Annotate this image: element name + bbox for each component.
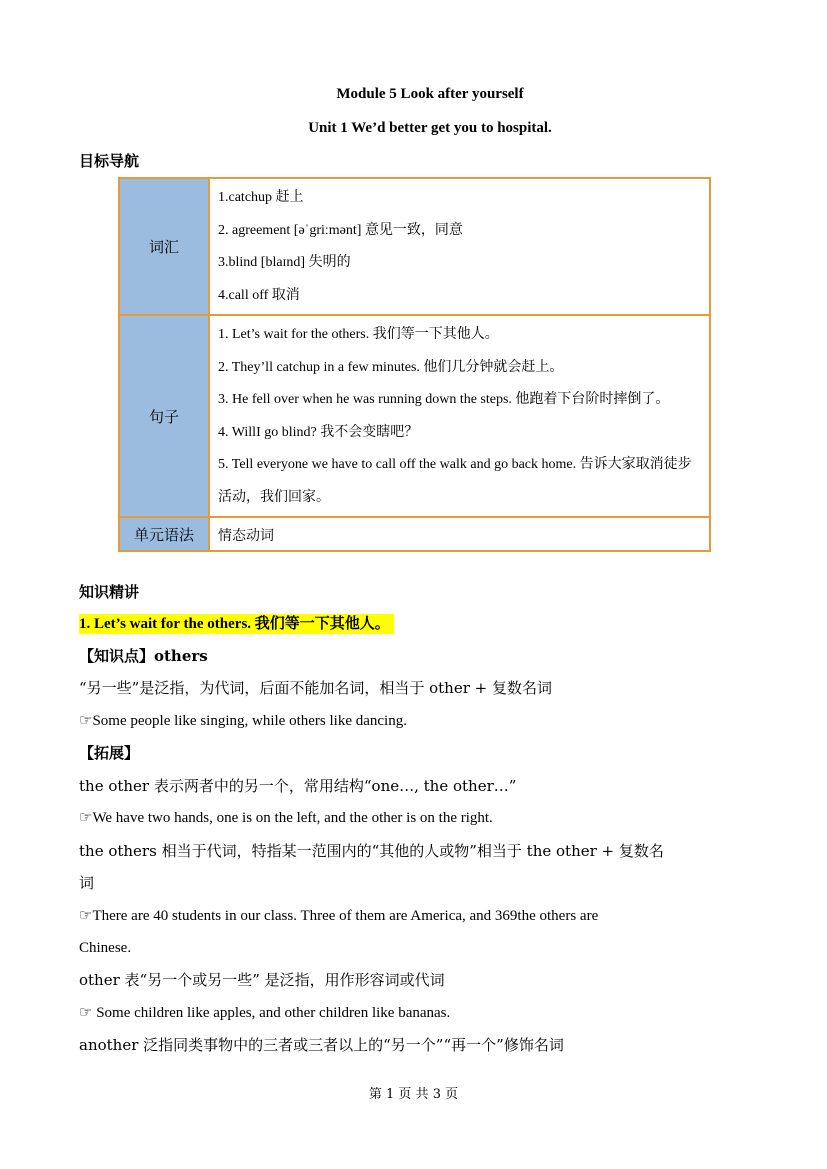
vocab-label: 词汇 (119, 178, 209, 315)
vocab-cell (209, 178, 710, 315)
unit-title: Unit 1 We’d better get you to hospital. (308, 120, 552, 136)
knowledge-point-label: 【知识点】others (79, 647, 208, 665)
vocab-item: 3.blind [blaɪnd] 失明的 (218, 255, 351, 270)
grammar-value: 情态动词 (209, 517, 710, 551)
sentence-cell (209, 315, 710, 517)
grammar-label: 单元语法 (119, 517, 209, 551)
vocab-item: 1.catchup 赶上 (218, 190, 304, 205)
knowledge-heading: 知识精讲 (79, 583, 140, 601)
point-1-heading: 1. Let’s wait for the others. 我们等一下其他人。 (79, 614, 394, 634)
example-sentence: ☞There are 40 students in our class. Three of them are America, and 369the others are (79, 908, 599, 924)
grammar-row (119, 517, 710, 551)
knowledge-point-desc: “另一些”是泛指，为代词，后面不能加名词，相当于 other + 复数名词 (79, 679, 552, 697)
example-sentence-cont: Chinese. (79, 940, 132, 956)
extension-label: 【拓展】 (79, 744, 140, 762)
sentence-row (119, 315, 710, 517)
vocab-item: 4.call off 取消 (218, 287, 300, 303)
goals-heading: 目标导航 (79, 152, 140, 170)
vocab-row (119, 178, 710, 315)
sentence-item: 4. WillI go blind? 我不会变瞎吧？ (218, 424, 419, 440)
extension-the-others-cont: 词 (79, 874, 95, 892)
vocab-item: 2. agreement [əˈgriːmənt] 意见一致，同意 (218, 222, 463, 238)
sentence-item: 1. Let’s wait for the others. 我们等一下其他人。 (218, 327, 499, 342)
extension-another: another 泛指同类事物中的三者或三者以上的“另一个”“再一个”修饰名词 (79, 1036, 564, 1054)
sentence-label: 句子 (119, 315, 209, 517)
extension-the-other: the other 表示两者中的另一个，常用结构“one…, the other…” (79, 777, 517, 795)
example-sentence: ☞Some people like singing, while others like dancing. (79, 713, 407, 729)
sentence-item: 5. Tell everyone we have to call off the walk and go back home. 告诉大家取消徒步活动，我们回家。 (218, 457, 692, 505)
page-footer: 第 1 页 共 3 页 (368, 1087, 459, 1102)
extension-the-others: the others 相当于代词，特指某一范围内的“其他的人或物”相当于 the other + 复数名 (79, 842, 664, 860)
sentence-item: 2. They’ll catchup in a few minutes. 他们几分钟就会赶上。 (218, 359, 564, 375)
module-title: Module 5 Look after yourself (336, 86, 524, 102)
example-sentence: ☞We have two hands, one is on the left, and the other is on the right. (79, 810, 493, 826)
extension-other: other 表“另一个或另一些” 是泛指，用作形容词或代词 (79, 971, 445, 989)
goals-table (118, 177, 711, 552)
sentence-item: 3. He fell over when he was running down the steps. 他跑着下台阶时摔倒了。 (218, 392, 670, 407)
example-sentence: ☞ Some children like apples, and other children like bananas. (79, 1005, 451, 1021)
